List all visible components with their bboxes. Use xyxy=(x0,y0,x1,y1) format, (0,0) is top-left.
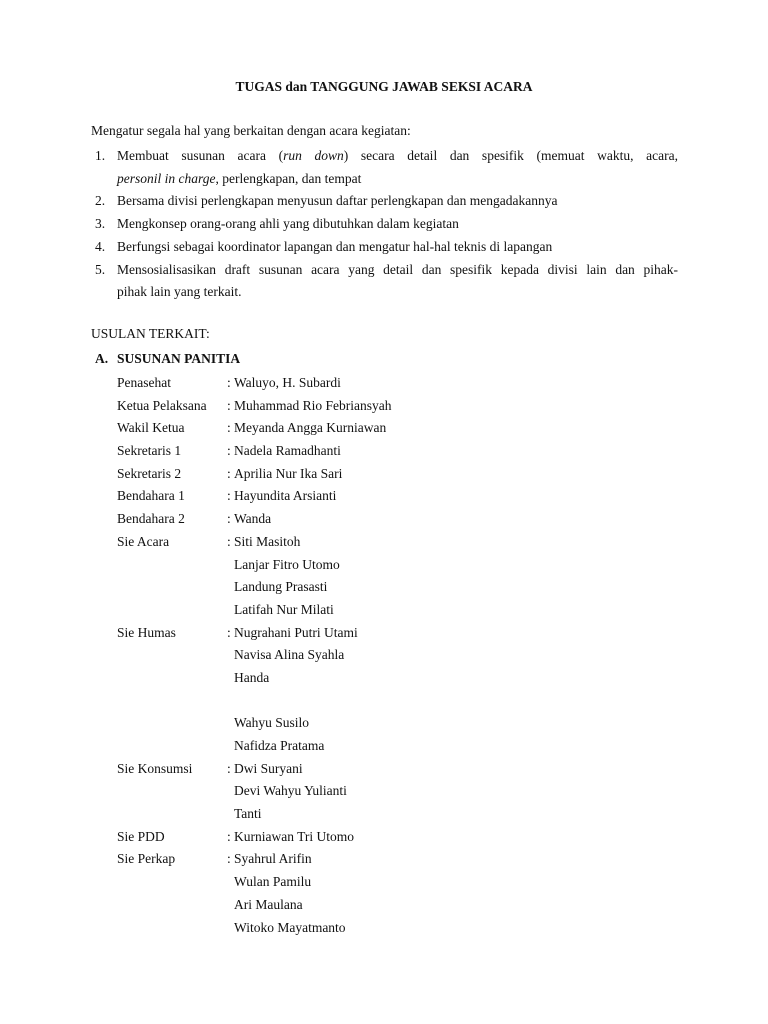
task-list xyxy=(91,145,678,304)
task-item-4 xyxy=(91,236,678,259)
committee-member-name: Meyanda Angga Kurniawan xyxy=(234,420,387,436)
committee-colon: : xyxy=(227,420,231,436)
committee-member-name: Witoko Mayatmanto xyxy=(234,919,346,935)
task-text-italic: run down xyxy=(283,148,344,163)
committee-row xyxy=(117,417,617,440)
committee-colon: : xyxy=(227,533,231,549)
task-text: pihak lain yang terkait. xyxy=(117,284,242,300)
committee-member-name: Syahrul Arifin xyxy=(234,851,312,867)
committee-row xyxy=(117,531,617,554)
committee-member-name: Devi Wahyu Yulianti xyxy=(234,783,347,799)
committee-member-name: Latifah Nur Milati xyxy=(234,601,334,617)
committee-role: Sie Perkap xyxy=(117,851,176,867)
committee-row xyxy=(117,803,617,826)
task-text: Mensosialisasikan draft susunan acara yang detail dan spesifik kepada divisi lain dan pihak- xyxy=(117,261,678,277)
committee-member-name: Nugrahani Putri Utami xyxy=(234,624,358,640)
committee-row xyxy=(117,735,617,758)
task-number: 5. xyxy=(95,261,106,277)
committee-role: Sie Konsumsi xyxy=(117,760,193,776)
committee-member-name: Landung Prasasti xyxy=(234,579,328,595)
committee-member-name: Navisa Alina Syahla xyxy=(234,647,345,663)
committee-row xyxy=(117,395,617,418)
task-text: Bersama divisi perlengkapan menyusun daftar perlengkapan dan mengadakannya xyxy=(117,193,558,209)
committee-colon: : xyxy=(227,760,231,776)
committee-colon: : xyxy=(227,375,231,390)
committee-row xyxy=(117,644,617,667)
task-line xyxy=(117,168,678,191)
task-number: 1. xyxy=(95,148,106,163)
committee-member-name: Nafidza Pratama xyxy=(234,738,325,753)
committee-member-name: Kurniawan Tri Utomo xyxy=(234,828,355,844)
task-number: 4. xyxy=(95,238,106,254)
usulan-heading: USULAN TERKAIT: xyxy=(91,326,210,341)
committee-colon: : xyxy=(227,488,231,504)
committee-role: Sekretaris 2 xyxy=(117,465,182,481)
committee-row xyxy=(117,372,617,395)
committee-row xyxy=(117,894,617,917)
committee-member-name: Waluyo, H. Subardi xyxy=(234,375,341,390)
committee-colon: : xyxy=(227,851,231,867)
committee-row xyxy=(117,485,617,508)
section-heading xyxy=(95,350,240,368)
document-title: TUGAS dan TANGGUNG JAWAB SEKSI ACARA xyxy=(235,79,533,94)
task-item-5 xyxy=(91,259,678,304)
committee-member-name: Wanda xyxy=(234,511,272,527)
committee-member-name: Muhammad Rio Febriansyah xyxy=(234,397,392,413)
committee-role: Bendahara 2 xyxy=(117,511,185,527)
task-text: ) secara detail dan spesifik (memuat waktu, acara, xyxy=(343,148,679,163)
committee-row xyxy=(117,917,617,940)
task-text: Berfungsi sebagai koordinator lapangan dan mengatur hal-hal teknis di lapangan xyxy=(117,238,553,254)
committee-row xyxy=(117,576,617,599)
task-text: Mengkonsep orang-orang ahli yang dibutuhkan dalam kegiatan xyxy=(117,216,459,232)
committee-member-name: Dwi Suryani xyxy=(234,760,303,776)
committee-role: Wakil Ketua xyxy=(117,420,185,436)
intro-text: Mengatur segala hal yang berkaitan dengan acara kegiatan: xyxy=(91,123,411,138)
committee-member-name: Handa xyxy=(234,669,270,685)
task-item-2 xyxy=(91,190,678,213)
committee-colon: : xyxy=(227,443,231,459)
committee-row xyxy=(117,599,617,622)
committee-member-name: Hayundita Arsianti xyxy=(234,488,337,504)
committee-member-name: Aprilia Nur Ika Sari xyxy=(234,465,343,481)
task-line xyxy=(117,145,678,168)
committee-role: Sie Acara xyxy=(117,533,170,549)
committee-member-name: Siti Masitoh xyxy=(234,533,301,549)
committee-role: Sekretaris 1 xyxy=(117,443,182,459)
committee-row xyxy=(117,826,617,849)
committee-row xyxy=(117,463,617,486)
section-letter: A. xyxy=(95,351,109,366)
committee-list xyxy=(117,372,617,939)
committee-colon: : xyxy=(227,828,231,844)
committee-role: Sie Humas xyxy=(117,624,176,640)
committee-row xyxy=(117,871,617,894)
committee-row xyxy=(117,440,617,463)
task-item-1 xyxy=(91,145,678,190)
committee-role: Bendahara 1 xyxy=(117,488,185,504)
committee-colon: : xyxy=(227,511,231,527)
committee-row xyxy=(117,667,617,690)
committee-role: Sie PDD xyxy=(117,828,165,844)
committee-row xyxy=(117,780,617,803)
committee-row xyxy=(117,622,617,645)
task-number: 2. xyxy=(95,193,106,209)
task-text: , perlengkapan, dan tempat xyxy=(215,170,362,186)
committee-member-name: Ari Maulana xyxy=(234,896,303,912)
committee-role: Ketua Pelaksana xyxy=(117,397,207,413)
committee-colon: : xyxy=(227,624,231,640)
task-item-3 xyxy=(91,213,678,236)
committee-row xyxy=(117,848,617,871)
committee-row xyxy=(117,690,617,713)
committee-member-name: Wahyu Susilo xyxy=(234,715,310,731)
committee-member-name: Lanjar Fitro Utomo xyxy=(234,556,340,572)
task-text: Membuat susunan acara ( xyxy=(117,148,284,163)
committee-role: Penasehat xyxy=(117,375,171,390)
committee-member-name: Nadela Ramadhanti xyxy=(234,443,341,459)
committee-colon: : xyxy=(227,465,231,481)
committee-member-name: Tanti xyxy=(234,806,262,822)
committee-row xyxy=(117,508,617,531)
committee-row xyxy=(117,554,617,577)
committee-member-name: Wulan Pamilu xyxy=(234,874,312,890)
task-text-italic: personil in charge xyxy=(117,170,216,186)
committee-colon: : xyxy=(227,397,231,413)
task-number: 3. xyxy=(95,216,106,232)
committee-row xyxy=(117,712,617,735)
committee-row xyxy=(117,758,617,781)
section-title: SUSUNAN PANITIA xyxy=(117,351,241,366)
